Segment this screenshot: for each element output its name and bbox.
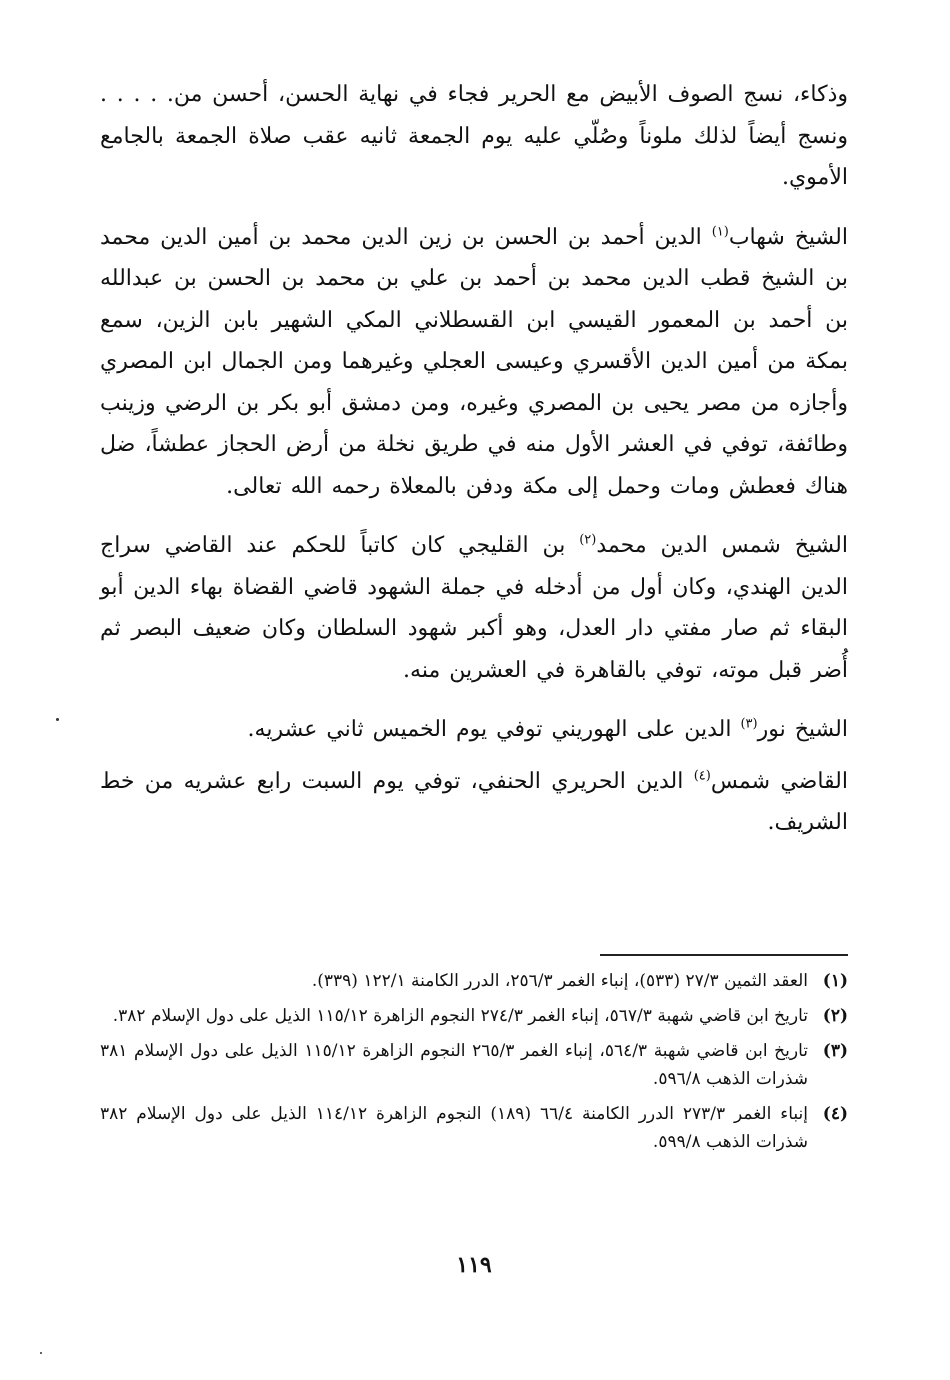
- footnote-text: تاريخ ابن قاضي شهبة ٥٦٤/٣، إنباء الغمر ٢٦٥/٣ النجوم الزاهرة ١١٥/١٢ الذيل على دول الإسلام ٣٨١ شذرات الذهب ٥٩٦/٨.: [100, 1041, 808, 1089]
- paragraph-shams-muhammad: [100, 525, 848, 691]
- footnote-3: [100, 1037, 848, 1093]
- footnote-ref-2[interactable]: (٢): [579, 532, 597, 548]
- footnote-text: إنباء الغمر ٢٧٣/٣ الدرر الكامنة ٦٦/٤ (١٨٩) النجوم الزاهرة ١١٤/١٢ الذيل على دول الإسلام ٣٨٢ شذرات الذهب ٥٩٩/٨.: [100, 1104, 808, 1152]
- footnote-number: (٢): [822, 1006, 848, 1026]
- footnote-number: (٣): [822, 1041, 848, 1061]
- paragraph-shams-muhammad-start: الشيخ شمس الدين محمد: [596, 533, 848, 558]
- footnote-number: (٤): [822, 1104, 848, 1124]
- footnote-4: [100, 1100, 848, 1156]
- paragraph-nur-start: الشيخ نور: [757, 717, 848, 742]
- footnote-text: العقد الثمين ٢٧/٣ (٥٣٣)، إنباء الغمر ٢٥٦/٣، الدرر الكامنة ١٢٢/١ (٣٣٩).: [311, 971, 808, 991]
- paragraph-shihab-start: الشيخ شهاب: [728, 224, 848, 250]
- paragraph-opening: [100, 74, 848, 199]
- footnotes-section: [100, 967, 848, 1163]
- paragraph-shihab-rest: الدين أحمد بن الحسن بن زين الدين محمد بن أمين الدين محمد بن الشيخ قطب الدين محمد بن أحمد بن علي بن محمد بن الحسن بن عبدالله بن أحمد بن المعمور القيسي ابن القسطلاني المكي الشهير بابن الزين، سمع بمكة من أمين الدين الأقسري وعيسى العجلي وغيرهما ومن الجمال ابن المصري وأجازه من مصر يحيى بن المصري وغيره، ومن دمشق أبو بكر بن الرضي وزينب وطائفة، توفي في العشر الأول منه في طريق نخلة من أرض الحجاز عطشاً، ضل هناك فعطش ومات وحمل إلى مكة ودفن بالمعلاة رحمه الله تعالى.: [100, 224, 848, 499]
- footnote-ref-3[interactable]: (٣): [740, 716, 758, 732]
- paragraph-shams-muhammad-rest: بن القليجي كان كاتباً للحكم عند القاضي سراج الدين الهندي، وكان أول من أدخله في جملة الشهود قاضي القضاة بهاء الدين أبو البقاء ثم صار مفتي دار العدل، وهو أكبر شهود السلطان وكان ضعيف البصر ثم أُضر قبل موته، توفي بالقاهرة في العشرين منه.: [100, 533, 848, 683]
- paragraph-qadi-shams-start: القاضي شمس: [710, 768, 848, 794]
- footnote-ref-4[interactable]: (٤): [693, 768, 711, 784]
- scan-speck: [56, 718, 59, 721]
- paragraph-qadi-shams: [100, 761, 848, 844]
- paragraph-qadi-shams-rest: الدين الحريري الحنفي، توفي يوم السبت رابع عشريه من خط الشريف.: [100, 768, 848, 835]
- scan-speck: [40, 1352, 42, 1354]
- footnote-2: [100, 1002, 848, 1030]
- footnote-separator: [600, 954, 848, 956]
- footnote-number: (١): [822, 971, 848, 991]
- footnote-1: [100, 967, 848, 995]
- page-number: ١١٩: [456, 1252, 492, 1278]
- paragraph-shihab: [100, 217, 848, 508]
- paragraph-nur-rest: الدين على الهوريني توفي يوم الخميس ثاني عشريه.: [247, 717, 741, 742]
- page-body: [100, 74, 848, 1304]
- paragraph-nur: [100, 709, 848, 751]
- footnote-text: تاريخ ابن قاضي شهبة ٥٦٧/٣، إنباء الغمر ٢٧٤/٣ النجوم الزاهرة ١١٥/١٢ الذيل على دول الإسلام ٣٨٢.: [112, 1006, 808, 1026]
- footnote-ref-1[interactable]: (١): [711, 224, 729, 240]
- paragraph-opening-text: وذكاء، نسج الصوف الأبيض مع الحرير فجاء في نهاية الحسن، أحسن من. . . . . ونسج أيضاً لذلك ملوناً وصُلّي عليه يوم الجمعة ثانيه عقب صلاة الجمعة بالجامع الأموي.: [100, 82, 848, 190]
